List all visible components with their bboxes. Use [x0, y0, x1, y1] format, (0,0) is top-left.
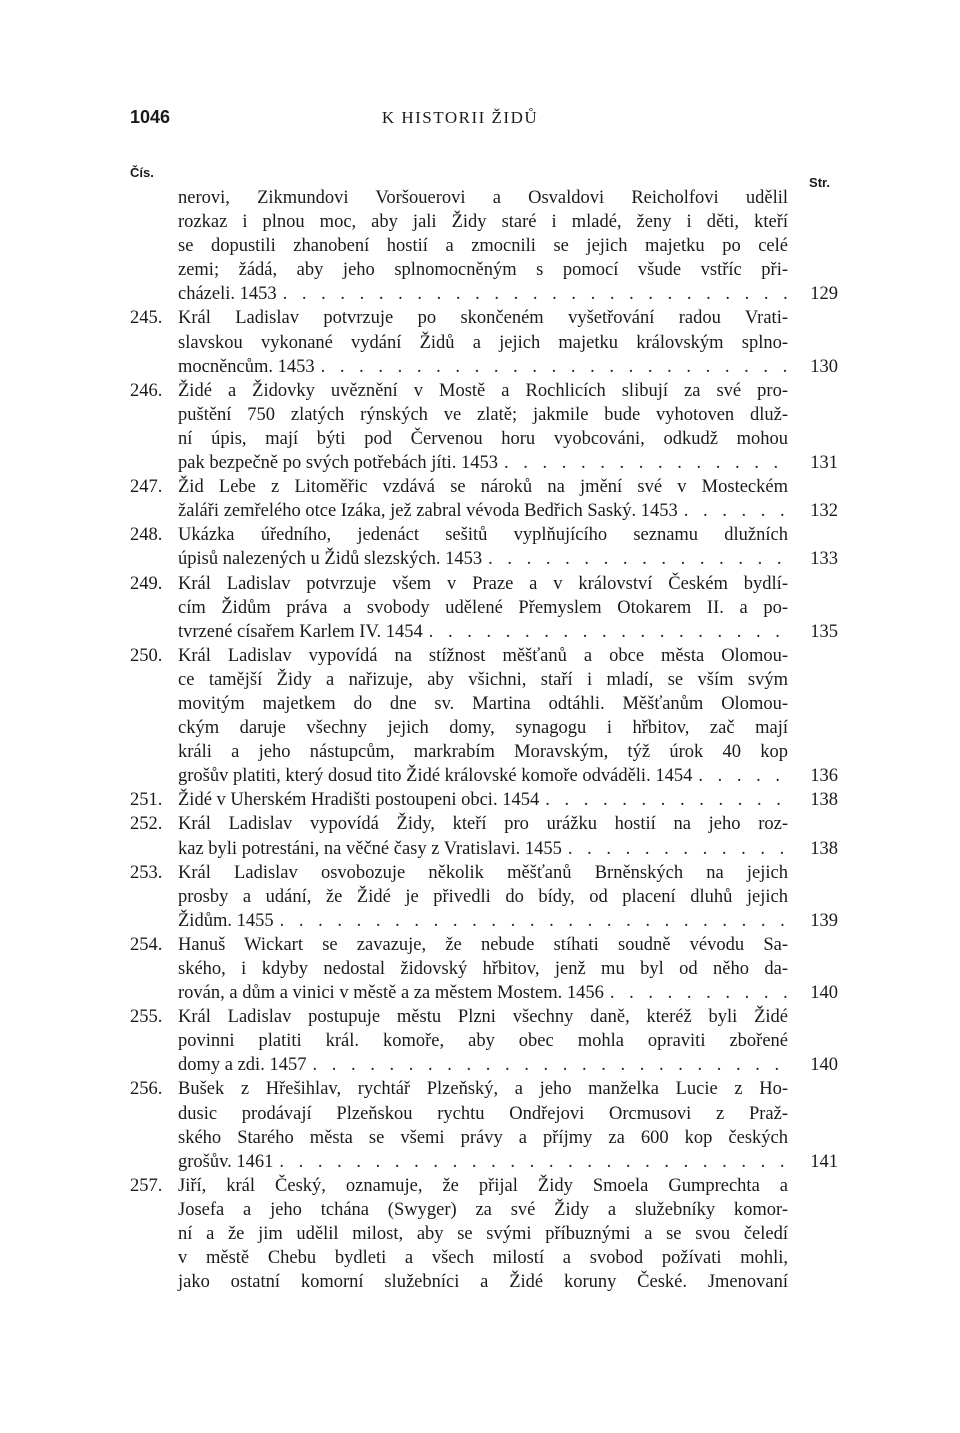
entry-line: [178, 1053, 838, 1077]
page-reference: 141: [810, 1151, 838, 1172]
entry-line-text: nerovi, Zikmundovi Voršouerovi a Osvaldovi Reicholfovi udělil: [178, 188, 788, 208]
entry-line-text: Židům. 1455: [178, 910, 274, 931]
entry-line: [178, 1150, 838, 1174]
register-entry: [130, 812, 838, 860]
entry-text: [178, 644, 838, 789]
entry-text: [178, 812, 838, 860]
entry-number: 246.: [130, 380, 163, 401]
entry-text: [178, 186, 838, 306]
entry-line: [178, 1270, 788, 1294]
register-entry: [130, 1174, 838, 1294]
entry-line: [178, 355, 838, 379]
entry-line: [178, 186, 788, 210]
entry-line-text: povinni platiti král. komoře, aby obec mohla opraviti zbořené: [178, 1031, 788, 1052]
entry-text: [178, 861, 838, 933]
entry-line: [178, 427, 788, 451]
entry-line-text: Král Ladislav postupuje městu Plzni všechny daně, kteréž byli Židé: [178, 1007, 788, 1028]
entry-line: [178, 716, 788, 740]
entry-line: [178, 572, 788, 596]
running-title: K HISTORII ŽIDŮ: [381, 108, 539, 127]
entry-line-text: v městě Chebu bydleti a všech milostí a svobod požívati mohli,: [178, 1248, 788, 1269]
column-headings: [130, 165, 830, 190]
entry-line: [178, 1102, 788, 1126]
entry-line-text: rozkaz i plnou moc, aby jali Židy staré i mladé, ženy i děti, kteří: [178, 212, 788, 233]
dot-leader: [698, 764, 788, 788]
register-entry: [130, 1077, 838, 1173]
entry-line-text: se dopustili zhanobení hostií a zmocnili se jejich majetku po celé: [178, 236, 788, 257]
entry-line-text: ského Starého města se všemi právy a příjmy za 600 kop českých: [178, 1127, 788, 1148]
register-entry: [130, 644, 838, 789]
entry-number: 254.: [130, 934, 163, 955]
entry-line: [178, 837, 838, 861]
entry-number: 252.: [130, 814, 163, 835]
page-reference: 133: [810, 549, 838, 570]
entry-line: [178, 596, 788, 620]
entry-line-text: rován, a dům a vinici v městě a za městem Mostem. 1456: [178, 983, 604, 1004]
entry-number-column-heading: Čís.: [130, 165, 154, 180]
register-entry: [130, 1005, 838, 1077]
page-column-heading: Str.: [809, 175, 830, 190]
entry-number: 256.: [130, 1079, 163, 1100]
entry-line-text: kaz byli potrestáni, na věčné časy z Vratislavi. 1455: [178, 838, 562, 859]
entry-line-text: ce tamější Židy a nařizuje, aby všichni, staří i mladí, se vším svým: [178, 669, 788, 690]
entry-line-text: Král Ladislav osvobozuje několik měšťanů Brněnských na jejich: [178, 862, 788, 883]
entry-line-text: ského, i kdyby nedostal židovský hřbitov, jenž mu byl od něho da-: [178, 959, 788, 979]
entry-line: [178, 403, 788, 427]
entry-line: [178, 1198, 788, 1222]
entry-text: [178, 1005, 838, 1077]
entry-line-text: slavskou vykonané vydání Židů a jejich majetku královským splno-: [178, 332, 788, 353]
entry-text: [178, 1077, 838, 1173]
dot-leader: [321, 355, 788, 379]
entry-number: 257.: [130, 1175, 163, 1196]
entry-line: [178, 379, 788, 403]
entry-number: 253.: [130, 862, 163, 883]
register-entry: [130, 475, 838, 523]
entry-line-text: Hanuš Wickart se zavazuje, že nebude stíhati soudně vévodu Sa-: [178, 934, 788, 955]
entry-line: [178, 234, 788, 258]
entry-line: [178, 547, 838, 571]
page-reference: 140: [810, 1055, 838, 1076]
entry-text: [178, 523, 838, 571]
entry-line: [178, 909, 838, 933]
entry-line-text: ní úpis, mají býti pod Červenou horu vyobcováni, odkudž mohou: [178, 428, 788, 449]
entry-line: [178, 282, 838, 306]
page-reference: 130: [810, 356, 838, 377]
entry-number: 255.: [130, 1007, 163, 1028]
entry-text: [178, 475, 838, 523]
dot-leader: [429, 620, 788, 644]
entry-list: [130, 186, 838, 1294]
entry-line: [178, 1246, 788, 1270]
entry-line-text: žaláři zemřelého otce Izáka, jež zabral vévoda Bedřich Saský. 1453: [178, 501, 678, 522]
entry-line: [178, 933, 788, 957]
entry-line: [178, 475, 788, 499]
entry-line: [178, 1126, 788, 1150]
page-reference: 131: [810, 453, 838, 474]
entry-line-text: movitým majetkem do dne sv. Martina odtáhli. Měšťanům Olomou-: [178, 693, 788, 714]
page-reference: 132: [810, 501, 838, 522]
register-entry: [130, 572, 838, 644]
entry-number: 248.: [130, 525, 163, 546]
entry-line: [178, 740, 788, 764]
entry-line-text: Král Ladislav vypovídá Židy, kteří pro urážku hostií na jeho roz-: [178, 814, 788, 835]
entry-line: [178, 1222, 788, 1246]
page-reference: 138: [810, 838, 838, 859]
entry-line-text: Židé a Židovky uvěznění v Mostě a Rochlicích slibují za své pro-: [178, 380, 788, 401]
register-entry: [130, 861, 838, 933]
entry-number: 251.: [130, 790, 163, 811]
entry-line: [178, 644, 788, 668]
running-head: [130, 107, 790, 133]
entry-line-text: Židé v Uherském Hradišti postoupeni obci. 1454: [178, 790, 540, 811]
entry-line-text: grošův platiti, který dosud tito Židé královské komoře odváděli. 1454: [178, 766, 693, 787]
register-entry: [130, 306, 838, 378]
entry-line-text: tvrzené císařem Karlem IV. 1454: [178, 621, 423, 642]
dot-leader: [488, 547, 788, 571]
entry-line: [178, 523, 788, 547]
dot-leader: [279, 1150, 788, 1174]
entry-line: [178, 668, 788, 692]
entry-line: [178, 1029, 788, 1053]
entry-line: [178, 957, 788, 981]
entry-line-text: úpisů nalezených u Židů slezských. 1453: [178, 549, 483, 570]
register-entry: [130, 379, 838, 475]
entry-line: [178, 331, 788, 355]
register-entry: [130, 933, 838, 1005]
entry-line-text: grošův. 1461: [178, 1151, 274, 1172]
entry-line: [178, 620, 838, 644]
entry-line-text: Král Ladislav potvrzuje po skončeném vyšetřování radou Vrati-: [178, 308, 788, 329]
entry-line-text: Král Ladislav potvrzuje všem v Praze a v království Českém bydlí-: [178, 573, 788, 594]
dot-leader: [283, 282, 788, 306]
entry-line-text: cím Židům práva a svobody udělené Přemyslem Otokarem II. a po-: [178, 597, 788, 618]
register-entry: [130, 186, 838, 306]
entry-line: [178, 812, 788, 836]
entry-line-text: Žid Lebe z Litoměřic vzdává se nároků na jmění své v Mosteckém: [178, 477, 788, 498]
entry-line-text: cházeli. 1453: [178, 284, 277, 305]
entry-number: 245.: [130, 308, 163, 329]
dot-leader: [545, 788, 788, 812]
register-entry: [130, 788, 838, 812]
dot-leader: [504, 451, 788, 475]
entry-line: [178, 451, 838, 475]
entry-line: [178, 861, 788, 885]
page-reference: 138: [810, 790, 838, 811]
entry-line-text: Bušek z Hřešihlav, rychtář Plzeňský, a jeho manželka Lucie z Ho-: [178, 1079, 788, 1100]
entry-line: [178, 306, 788, 330]
entry-number: 247.: [130, 477, 163, 498]
entry-line: [178, 1174, 788, 1198]
entry-text: [178, 1174, 788, 1294]
entry-line: [178, 1077, 788, 1101]
dot-leader: [312, 1053, 788, 1077]
entry-text: [178, 788, 838, 812]
page-reference: 139: [810, 910, 838, 931]
entry-line: [178, 885, 788, 909]
entry-line-text: Josefa a jeho tchána (Swyger) za své Židy a služebníky komor-: [178, 1199, 788, 1220]
page-number: 1046: [130, 107, 171, 127]
register-entry: [130, 523, 838, 571]
entry-text: [178, 572, 838, 644]
entry-number: 249.: [130, 573, 163, 594]
entry-text: [178, 933, 838, 1005]
entry-line: [178, 258, 788, 282]
entry-line: [178, 764, 838, 788]
entry-line-text: Král Ladislav vypovídá na stížnost měšťanů a obce města Olomou-: [178, 645, 788, 666]
entry-line-text: jako ostatní komorní služebníci a Židé koruny České. Jmenovaní: [178, 1272, 788, 1293]
entry-line: [178, 788, 838, 812]
entry-line-text: ckým daruje všechny jejich domy, synagogu i hřbitov, zač mají: [178, 718, 788, 739]
entry-line: [178, 210, 788, 234]
entry-text: [178, 379, 838, 475]
dot-leader: [684, 499, 788, 523]
entry-line: [178, 981, 838, 1005]
entry-line: [178, 692, 788, 716]
page-reference: 140: [810, 983, 838, 1004]
entry-line-text: Ukázka úředního, jedenáct sešitů vyplňujícího seznamu dlužních: [178, 525, 788, 546]
page-reference: 129: [810, 284, 838, 305]
page-reference: 135: [810, 621, 838, 642]
entry-line-text: králi a jeho nástupcům, markrabím Moravským, týž úrok 40 kop: [178, 742, 788, 763]
entry-line-text: prosby a udání, že Židé je přivedli do bídy, od placení dluhů jejich: [178, 886, 788, 907]
entry-line-text: mocněncům. 1453: [178, 356, 315, 377]
entry-line: [178, 1005, 788, 1029]
dot-leader: [568, 837, 788, 861]
entry-line-text: domy a zdi. 1457: [178, 1055, 307, 1076]
entry-line-text: puštění 750 zlatých rýnských ve zlatě; jakmile bude vyhotoven dluž-: [178, 404, 788, 425]
entry-line: [178, 499, 838, 523]
entry-text: [178, 306, 838, 378]
dot-leader: [610, 981, 788, 1005]
entry-line-text: dusic prodávají Plzeňskou rychtu Ondřejovi Orcmusovi z Praž-: [178, 1103, 788, 1124]
entry-line-text: pak bezpečně po svých potřebách jíti. 1453: [178, 453, 499, 474]
entry-line-text: Jiří, král Český, oznamuje, že přijal Židy Smoela Gumprechta a: [178, 1175, 788, 1196]
dot-leader: [280, 909, 788, 933]
entry-line-text: zemi; žádá, aby jeho splnomocněným s pomocí všude vstříc při-: [178, 260, 788, 281]
entry-line-text: ní a že jim udělil milost, aby se svými příbuznými a se svou čeledí: [178, 1224, 788, 1245]
page-reference: 136: [810, 766, 838, 787]
entry-number: 250.: [130, 645, 163, 666]
